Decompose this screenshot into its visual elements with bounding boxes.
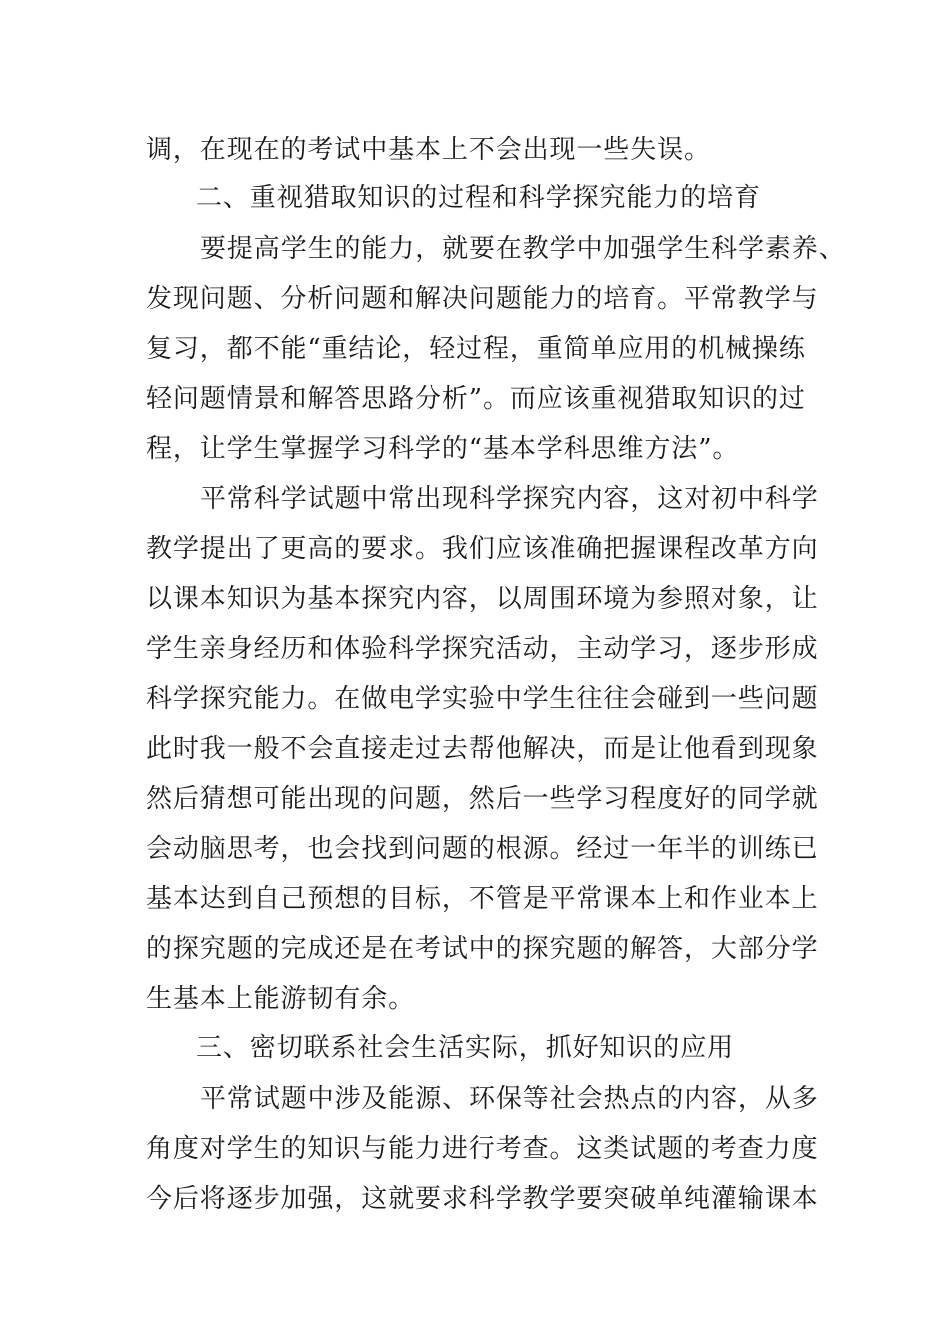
paragraph-first-line: 平常试题中涉及能源、环保等社会热点的内容，从多: [200, 1084, 819, 1114]
body-text-line: 角度对学生的知识与能力进行考查。这类试题的考查力度: [146, 1134, 819, 1164]
body-text-line: 程，让学生掌握学习科学的“基本学科思维方法”。: [146, 434, 740, 464]
body-text-line: 学生亲身经历和体验科学探究活动，主动学习，逐步形成: [146, 634, 819, 664]
section-heading-2: 二、重视猎取知识的过程和科学探究能力的培育: [196, 183, 761, 213]
paragraph-first-line: 要提高学生的能力，就要在教学中加强学生科学素养、: [200, 234, 846, 264]
body-text-line: 生基本上能游韧有余。: [146, 984, 416, 1014]
paragraph-first-line: 平常科学试题中常出现科学探究内容，这对初中科学: [200, 484, 819, 514]
body-text-line: 然后猜想可能出现的问题，然后一些学习程度好的同学就: [146, 784, 819, 814]
body-text-line: 会动脑思考，也会找到问题的根源。经过一年半的训练已: [146, 834, 819, 864]
body-text-line: 调，在现在的考试中基本上不会出现一些失误。: [146, 135, 711, 165]
body-text-line: 今后将逐步加强，这就要求科学教学要突破单纯灌输课本: [146, 1184, 819, 1214]
body-text-line: 发现问题、分析问题和解决问题能力的培育。平常教学与: [146, 284, 819, 314]
section-heading-3: 三、密切联系社会生活实际，抓好知识的应用: [196, 1033, 735, 1063]
body-text-line: 科学探究能力。在做电学实验中学生往往会碰到一些问题: [146, 684, 819, 714]
body-text-line: 此时我一般不会直接走过去帮他解决，而是让他看到现象: [146, 734, 819, 764]
body-text-line: 基本达到自己预想的目标，不管是平常课本上和作业本上: [146, 884, 819, 914]
body-text-line: 复习，都不能“重结论，轻过程，重简单应用的机械操练: [146, 334, 806, 364]
body-text-line: 的探究题的完成还是在考试中的探究题的解答，大部分学: [146, 934, 819, 964]
body-text-line: 轻问题情景和解答思路分析”。而应该重视猎取知识的过: [146, 384, 806, 414]
body-text-line: 教学提出了更高的要求。我们应该准确把握课程改革方向: [146, 534, 819, 564]
body-text-line: 以课本知识为基本探究内容，以周围环境为参照对象，让: [146, 584, 819, 614]
